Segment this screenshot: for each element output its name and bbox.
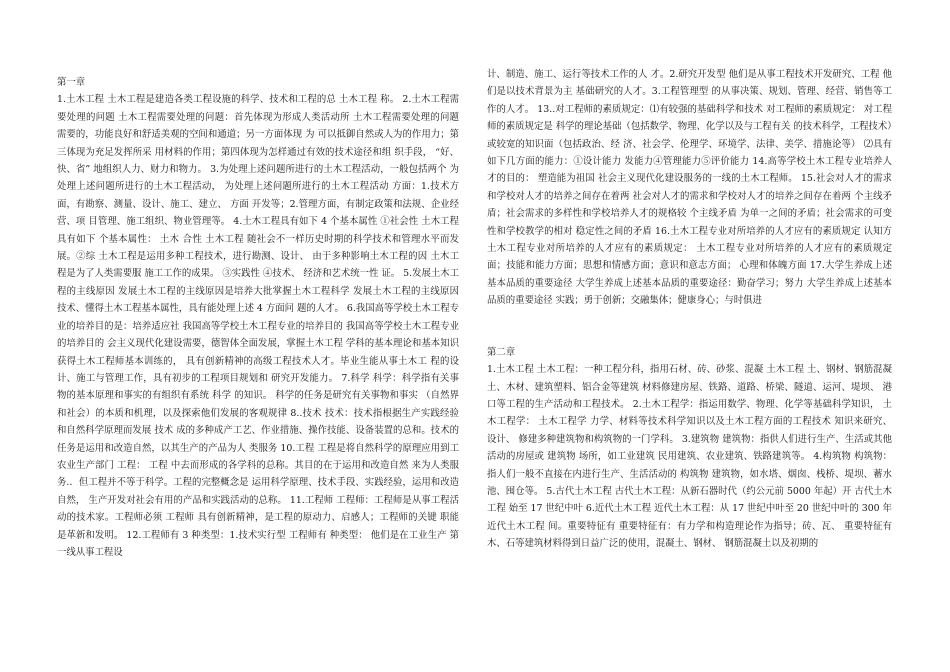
section-gap xyxy=(487,310,892,344)
chapter-2-body: 1.土木工程 土木工程：一种工程分科，指用石材、砖、砂浆、混凝 土木工程 土、钢材、钢筋混凝土、木材、建筑塑料、铝合金等建筑 材料修建房屋、铁路、道路、桥梁、隧道、运河、堤坝、 港口等工程的生产活动和工程技术。 2.土木工程学：指运用数学、物理、化学等基础科学知识， 土木工程学： 土木工程学 力学、材料等技术科学知识以及土木工程方面的工程技术 知识来研究、 设计、 修建多种建筑物和构筑物的一门学科。 3.建筑物 建筑物：指供人们进行生产、生活或其他活动的房屋或 建筑物 场所，如工业建筑 民用建筑、农业建筑、铁路建筑等。 4.构筑物 构筑物：指人们一般不直接在内进行生产、生活活动的 构筑物 建筑物，如水塔、烟囱、栈桥、堤坝、蓄水池、囤仓等。 5.古代土木工程 古代土木工程：从新石器时代（约公元前 5000 年起）开 古代土木工程 始至 17 世纪中叶 6.近代土木工程 近代土木工程：从 17 世纪中叶至 20 世纪中叶的 300 年 近代土木工程 间。重要特征有 重要特征有：有力学和构造理论作为指导；砖、瓦、 重要特征有 木、石等建筑材料得到日益广泛的使用，混凝土、钢材、 钢筋混凝土以及初期的 xyxy=(487,364,892,550)
chapter-1-heading: 第一章 xyxy=(57,77,86,88)
chapter-2-heading: 第二章 xyxy=(487,346,516,358)
right-column xyxy=(487,66,892,553)
chapter-1-body: 1.土木工程 土木工程是建造各类工程设施的科学、技术和工程的总 土木工程 称。 2.土木工程需要处理的问题 土木工程需要处理的问题：首先体现为形成人类活动所 土木工程需要处理的问题 需要的，功能良好和舒适美观的空间和通道；另一方面体现 为 可以抵御自然或人为的作用力；第三体现为充足发挥所采 用材料的作用；第四体现为怎样通过有效的技术途径和组 织手段， “好、快、省” 地组织人力、财力和物力。 3.为处理上述问题所进行的土木工程活动，一般包括两个 为处理上述问题所进行的土木工程活动， 为处理上述问题所进行的土木工程活动 方面：1.技术方面，有勘察、测量、设计、施工、建立、 方面 开发等；2.管理方面，有制定政策和法规、企业经营、项 目管理、施工组织、物业管理等。 4.土木工程具有如下 4 个基本属性 ①社会性 土木工程具有如下 个基本属性： 土木 合性 土木工程 随社会不一样历史时期的科学技术和管理水平而发展。②综 土木工程是运用多种工程技术，进行勘测、设计、 由于多种影响土木工程的因 土木工程是为了人类需要服 施工工作的成果。 ③实践性 ④技术、 经济和艺术统一性 证。 5.发展土木工程的主线原因 发展土木工程的主线原因是培养大批掌握土木工程科学 发展土木工程的主线原因 技术、懂得土木工程基本属性，具有能处理上述 4 方面问 题的人才。 6.我国高等学校土木工程专业的培养目的是：培养适应社 我国高等学校土木工程专业的培养目的 我国高等学校土木工程专业的培养目的 会主义现代化建设需要，德智体全面发展，掌握土木工程 学科的基本理论和基本知识获得土木工程师基本训练的， 具有创新精神的高级工程技术人才。毕业生能从事土木工 程的设计、施工与管理工作，具有初步的工程项目规划和 研究开发能力。 7.科学 科学：科学指有关事物的基本原理和事实的有组织有系统 科学 的知识。 科学的任务是研究有关事物和事实 （自然界和社会）的本质和机理，以及探索他们发展的客观规律 8..技术 技术：技术指根据生产实践经验和自然科学原理而发展 技术 成的多种成产工艺、作业措施、操作技能、设备装置的总和。技术的任务是运用和改造自然，以其生产的产品为人 类服务 10.工程 工程是将自然科学的原理应用到工农业生产部门 工程： 工程 中去而形成的各学科的总称。其目的在于运用和改造自然 来为人类服务.．但工程并不等于科学。工程的完整概念是 运用科学原理、技术手段、实践经验，运用和改造自然， 生产开发对社会有用的产品和实践活动的总称。 11.工程师 工程师：工程师是从事工程活动的技术家。工程师必须 工程师 具有创新精神，是工程的原动力、启感人；工程师的关键 职能是革新和发明。 12.工程师有 3 种类型：1.技术实行型 工程师有 种类型： 他们是在工业生产 第一线从事工程设 xyxy=(57,94,459,558)
chapter-1-body-continued: 计、制造、施工、运行等技术工作的人 才。2.研究开发型 他们是从事工程技术开发研究、工程 他们是以技术背景为主 基础研究的人才。3.工程管理型 的从事决策、规划、管理、经营、销售等工作的人才。 13..对工程师的素质规定：⑴有较强的基础科学和技术 对工程师的素质规定： 对工程师的素质规定是 科学的理论基础（包括数学、物理、化学以及与工程有关 的技术科学，工程技术）或较宽的知识面（包括政治、经 济、社会学、伦理学、环境学、法律、美学、措施论等） ⑵具有如下几方面的能力：①设计能力 发能力④管理能力⑤评价能力 14.高等学校土木工程专业培养人才的目的： 塑造能为祖国 社会主义现代化建设服务的一线的土木工程师。 15.社会对人才的需求和学校对人才的培养之间存在着两 社会对人才的需求和学校对人才的培养之间存在着两 个主线矛盾；社会需求的多样性和学校培养人才的规格较 个主线矛盾 为单一之间的矛盾；社会需求的可变性和学校教学的相对 稳定性之间的矛盾 16.土木工程专业对所培养的人才应有的素质规定 认知方 土木工程专业对所培养的人才应有的素质规定： 土木工程专业对所培养的人才应有的素质规定 面；技能和能力方面；思想和情感方面；意识和意志方面； 心理和体魄方面 17.大学生养成上述基本品质的重要途径 大学生养成上述基本品质的重要途径：勤奋学习；努力 大学生养成上述基本品质的重要途径 实践；勇于创新；交融集体；健康身心；与时俱进 xyxy=(487,69,892,307)
left-column xyxy=(57,74,459,561)
